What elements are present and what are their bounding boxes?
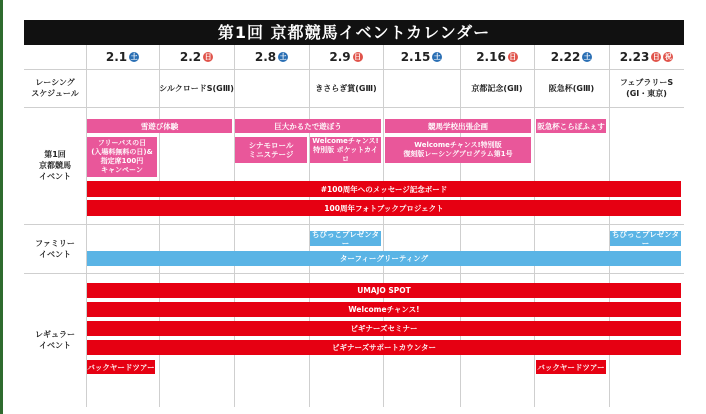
holiday-badge: 祝 [664,53,672,61]
event-free-pass-day: フリーパスの日 (入場料無料の日)& 指定席100円 キャンペーン [87,137,157,177]
date-label: 2.2 [179,50,202,64]
event-jockey-school: 競馬学校出張企画 [385,119,531,133]
weekday-badge: 土 [130,53,138,61]
family-turfy-greeting: ターフィーグリーティング [87,251,681,266]
event-hankyu-collab: 阪急杯こらぼふぇす [536,119,606,133]
regular-backyard-tour-1: バックヤードツアー [87,360,155,374]
date-header-2-9 [309,45,383,69]
event-welcome-kairo: Welcomeチャンス! 特別版 ポケットカイロ [310,137,381,163]
regular-backyard-tour-2: バックヤードツアー [536,360,606,374]
row-label-regular: レギュラー イベント [35,330,75,350]
grid-line [24,273,684,274]
date-label: 2.8 [254,50,277,64]
event-giant-karuta: 巨大かるたで遊ぼう [235,119,381,133]
date-header-2-22 [534,45,609,69]
regular-beginners-seminar: ビギナーズセミナー [87,321,681,336]
regular-beginners-counter: ビギナーズサポートカウンター [87,340,681,355]
event-cinnamoroll-stage: シナモロール ミニステージ [235,137,307,163]
regular-umajo-spot: UMAJO SPOT [87,283,681,298]
date-label: 2.15 [400,50,431,64]
weekday-badge: 日 [354,53,362,61]
grid-line [24,107,684,108]
event-message-board: #100周年へのメッセージ記念ボード [87,181,681,197]
date-header-2-23 [609,45,684,69]
weekday-badge: 土 [433,53,441,61]
date-label: 2.16 [476,50,506,64]
row-label-events: 第1回 京都競馬 イベント [39,150,71,181]
date-header-2-15 [383,45,460,69]
event-yukiasobi: 雪遊び体験 [87,119,232,133]
row-label-schedule: レーシング スケジュール [31,78,79,98]
family-chibikko-presenter-1: ちびっこプレゼンター [310,231,381,246]
event-welcome-program: Welcomeチャンス!特別版 復刻版レーシングプログラム第1号 [385,137,531,163]
regular-welcome-chance: Welcomeチャンス! [87,302,681,317]
weekday-badge: 日 [509,53,517,61]
weekday-badge: 土 [279,53,287,61]
date-label: 2.22 [550,50,581,64]
date-header-2-8 [234,45,309,69]
event-calendar-grid [24,45,684,407]
date-header-2-16 [460,45,534,69]
family-chibikko-presenter-2: ちびっこプレゼンター [610,231,681,246]
left-edge-stripe [0,0,3,414]
date-label: 2.9 [329,50,351,64]
row-label-family: ファミリー イベント [35,238,75,259]
date-header-2-1 [86,45,159,69]
race-silkroad-stakes: シルクロードS(GⅢ) [159,83,234,93]
grid-line [24,224,684,225]
weekday-badge: 日 [652,53,660,61]
date-header-2-2 [159,45,234,69]
race-kyoto-kinen: 京都記念(GⅡ) [471,83,523,93]
calendar-title: 第1回 京都競馬イベントカレンダー [24,20,684,45]
date-label: 2.1 [105,50,128,64]
date-label: 2.23 [619,50,650,64]
weekday-badge: 土 [583,53,591,61]
weekday-badge: 日 [204,53,212,61]
race-february-stakes: フェブラリーS (GⅠ・東京) [619,78,674,98]
race-kisaragi-sho: きさらぎ賞(GⅢ) [315,83,377,93]
race-hankyu-hai: 阪急杯(GⅢ) [548,83,595,93]
event-photobook-project: 100周年フォトブックプロジェクト [87,200,681,216]
